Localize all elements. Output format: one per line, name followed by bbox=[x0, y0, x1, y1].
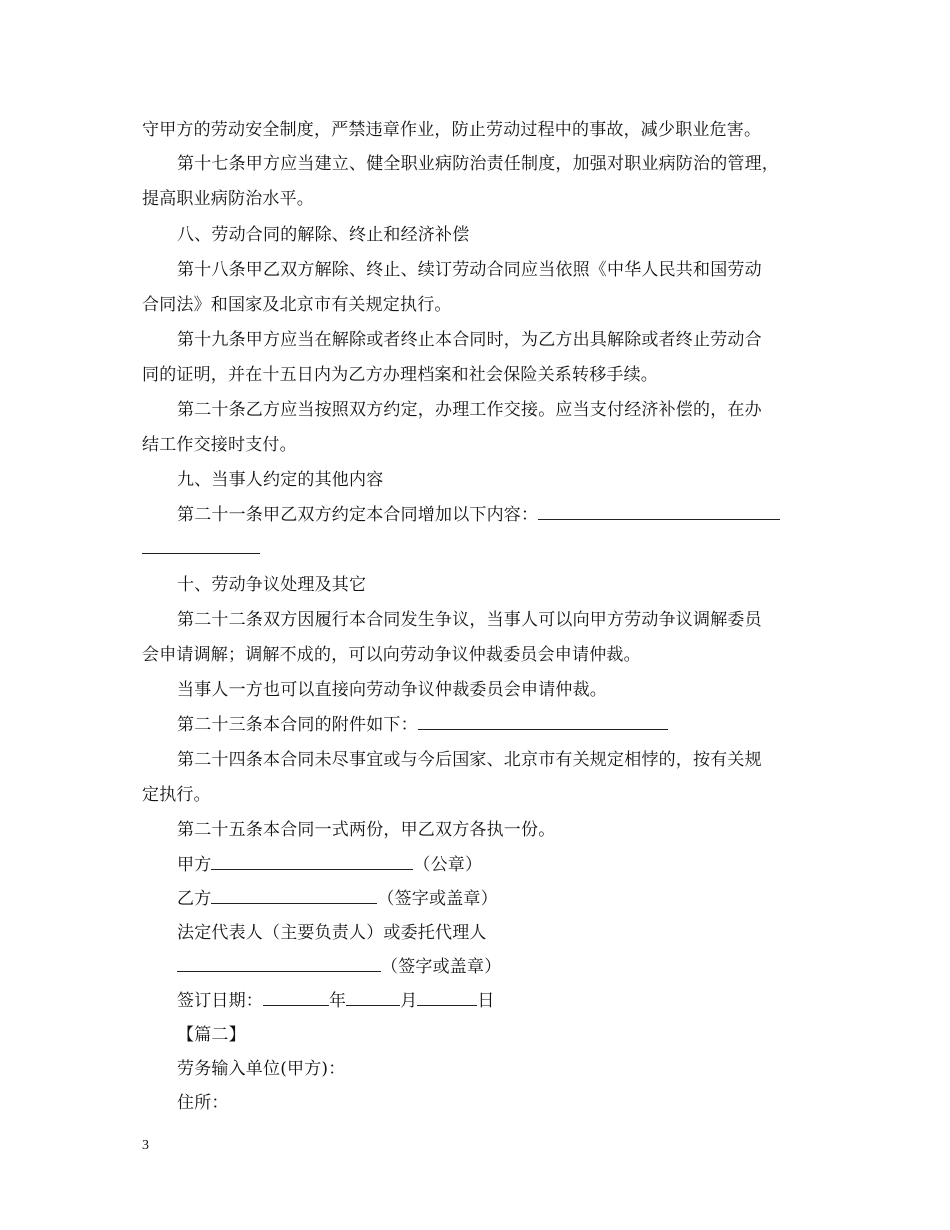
seal-note: （公章） bbox=[413, 855, 483, 875]
fill-blank-year bbox=[263, 990, 329, 1006]
text-line: 守甲方的劳动安全制度，严禁违章作业，防止劳动过程中的事故，减少职业危害。 bbox=[142, 120, 762, 140]
party-b-label: 乙方 bbox=[177, 889, 212, 909]
text-line: 当事人一方也可以直接向劳动争议仲裁委员会申请仲裁。 bbox=[177, 680, 607, 700]
part-heading: 【篇二】 bbox=[177, 1025, 246, 1045]
signing-date-label: 签订日期： bbox=[177, 991, 263, 1011]
fill-blank bbox=[211, 888, 377, 904]
fill-blank bbox=[177, 956, 381, 972]
clause-line-with-blank bbox=[177, 714, 857, 736]
text-line: 第十九条甲方应当在解除或者终止本合同时，为乙方出具解除或者终止劳动合 bbox=[177, 330, 762, 350]
party-a-label: 甲方 bbox=[177, 855, 212, 875]
fill-blank-day bbox=[417, 990, 477, 1006]
fill-blank bbox=[211, 854, 413, 870]
page-number: 3 bbox=[142, 1138, 149, 1153]
text-line: 第十七条甲方应当建立、健全职业病防治责任制度，加强对职业病防治的管理， bbox=[177, 154, 779, 174]
signature-note: （签字或盖章） bbox=[377, 889, 498, 909]
section-heading: 十、劳动争议处理及其它 bbox=[177, 575, 367, 595]
text-line: 劳务输入单位(甲方)： bbox=[177, 1059, 346, 1079]
text-line: 法定代表人（主要负责人）或委托代理人 bbox=[177, 923, 487, 943]
text-line: 住所： bbox=[177, 1093, 229, 1113]
year-label: 年 bbox=[329, 991, 347, 1011]
text-line: 第二十二条双方因履行本合同发生争议，当事人可以向甲方劳动争议调解委员 bbox=[177, 610, 762, 630]
day-label: 日 bbox=[477, 991, 495, 1011]
fill-blank-month bbox=[346, 990, 400, 1006]
fill-blank-continuation bbox=[142, 553, 260, 554]
text-line: 会申请调解；调解不成的，可以向劳动争议仲裁委员会申请仲裁。 bbox=[142, 645, 641, 665]
clause-line-with-blank bbox=[177, 504, 857, 526]
text-line: 提高职业病防治水平。 bbox=[142, 189, 314, 209]
text-line: 第十八条甲乙双方解除、终止、续订劳动合同应当依照《中华人民共和国劳动 bbox=[177, 260, 762, 280]
text-line: 同的证明，并在十五日内为乙方办理档案和社会保险关系转移手续。 bbox=[142, 365, 658, 385]
text-line: 合同法》和国家及北京市有关规定执行。 bbox=[142, 295, 452, 315]
fill-blank bbox=[418, 714, 668, 730]
section-heading: 九、当事人约定的其他内容 bbox=[177, 470, 384, 490]
clause-text: 第二十一条甲乙双方约定本合同增加以下内容： bbox=[177, 505, 539, 525]
clause-text: 第二十三条本合同的附件如下： bbox=[177, 715, 418, 735]
fill-blank bbox=[538, 504, 780, 520]
representative-signature-line bbox=[177, 956, 857, 978]
month-label: 月 bbox=[400, 991, 418, 1011]
text-line: 结工作交接时支付。 bbox=[142, 435, 297, 455]
section-heading: 八、劳动合同的解除、终止和经济补偿 bbox=[177, 225, 470, 245]
text-line: 第二十五条本合同一式两份，甲乙双方各执一份。 bbox=[177, 820, 556, 840]
text-line: 定执行。 bbox=[142, 785, 211, 805]
signature-note: （签字或盖章） bbox=[381, 957, 502, 977]
text-line: 第二十四条本合同未尽事宜或与今后国家、北京市有关规定相悖的，按有关规 bbox=[177, 750, 762, 770]
party-b-signature-line bbox=[177, 888, 857, 910]
signing-date-line bbox=[177, 990, 857, 1012]
party-a-signature-line bbox=[177, 854, 857, 876]
text-line: 第二十条乙方应当按照双方约定，办理工作交接。应当支付经济补偿的，在办 bbox=[177, 400, 762, 420]
